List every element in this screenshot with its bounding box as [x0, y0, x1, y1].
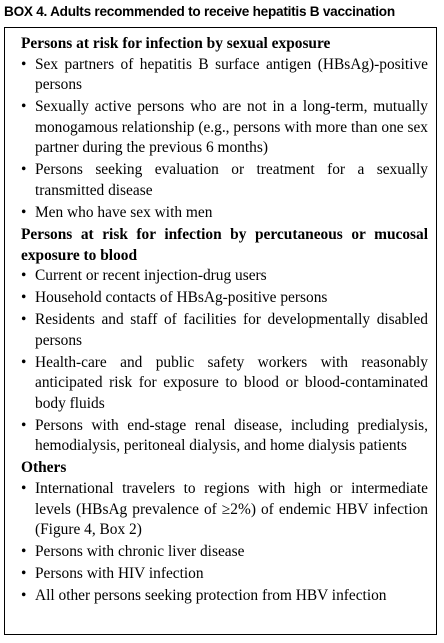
recommendation-box — [4, 27, 437, 635]
others-list — [21, 479, 428, 607]
list-item: • International travelers to regions with high or intermediate levels (HBsAg prevalence of ≥2%) of endemic HBV infection (Figure 4, Box 2) — [21, 479, 428, 541]
list-item: • Residents and staff of facilities for developmentally disabled persons — [21, 310, 428, 351]
list-item: • Persons with HIV infection — [21, 564, 428, 585]
list-item: • Current or recent injection-drug users — [21, 266, 428, 287]
list-item: • All other persons seeking protection from HBV infection — [21, 586, 428, 607]
list-item: • Sex partners of hepatitis B surface antigen (HBsAg)-positive persons — [21, 55, 428, 96]
sexual-exposure-list — [21, 55, 428, 224]
section-heading-others: Others — [21, 459, 67, 477]
box-title: BOX 4. Adults recommended to receive hepatitis B vaccination — [4, 4, 395, 19]
list-item: • Household contacts of HBsAg-positive persons — [21, 288, 428, 309]
list-item: • Sexually active persons who are not in a long-term, mutually monogamous relationship (e.g., persons with more than one sex partner during the previous 6 months) — [21, 97, 428, 159]
list-item: • Persons seeking evaluation or treatment for a sexually transmitted disease — [21, 160, 428, 201]
section-heading-blood-exposure: Persons at risk for infection by percutaneous or mucosal exposure to blood — [21, 225, 428, 264]
list-item: • Men who have sex with men — [21, 203, 428, 224]
list-item: • Persons with chronic liver disease — [21, 542, 428, 563]
blood-exposure-list — [21, 266, 428, 457]
section-heading-sexual-exposure: Persons at risk for infection by sexual exposure — [21, 35, 331, 52]
list-item: • Health-care and public safety workers with reasonably anticipated risk for exposure to blood or blood-contaminated body fluids — [21, 353, 428, 415]
list-item: • Persons with end-stage renal disease, including predialysis, hemodialysis, peritoneal dialysis, and home dialysis patients — [21, 416, 428, 457]
